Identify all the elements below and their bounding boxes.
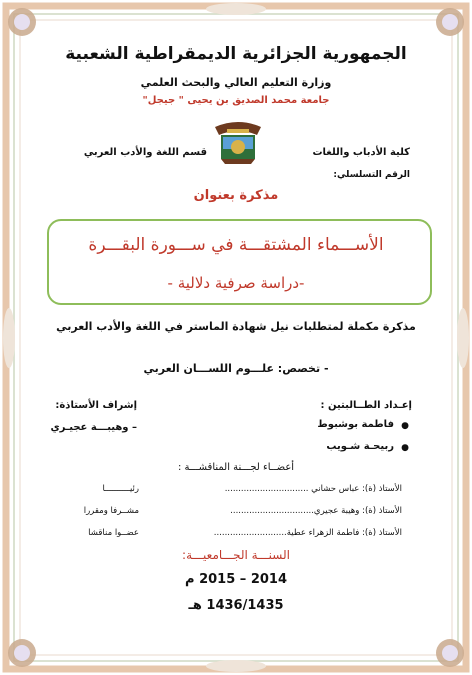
degree-note: مذكرة مكملة لمتطلبات نيل شهادة الماستر في اللغة والأدب العربي (56, 320, 416, 333)
committee-label: أعضــاء لجـــنة المناقشـــة : (177, 462, 295, 473)
committee-member-role: رئيــــــــــا (102, 484, 139, 494)
thesis-title: الأســـماء المشتقـــة في ســـورة البقـــرة (88, 235, 384, 255)
committee-member-role: مشــرفا ومقررا (83, 506, 139, 516)
academic-year-label: السنـــة الجـــامعيـــة: (182, 548, 290, 562)
student-name: فاطمة بوشبوط (317, 419, 394, 430)
academic-year-hijri: 1436/1435 هـ (188, 598, 284, 613)
bullet-icon: ● (401, 443, 409, 453)
republic-name: الجمهورية الجزائرية الديمقراطية الشعبية (65, 44, 407, 64)
academic-year-gregorian: 2014 – 2015 م (185, 572, 287, 587)
committee-member-name: الأستاذ (ة): وهيبة عجيري............................... (230, 506, 402, 516)
students-label: إعـداد الطــالبتين : (320, 400, 412, 411)
committee-member-name: الأستاذ (ة): عباس حشاني ............................... (224, 484, 402, 494)
faculty-name: كلية الأدباب واللغات (312, 147, 410, 158)
committee-member-name: الأستاذ (ة): فاطمة الزهراء عطية........................... (213, 528, 402, 538)
department-name: قسم اللغة والأدب العربي (83, 147, 207, 158)
thesis-subtitle: -دراسة صرفية دلالية - (167, 274, 305, 292)
bullet-icon: ● (401, 421, 409, 431)
committee-member-role: عضــوا مناقشا (88, 528, 139, 538)
ministry-name: وزارة التعليم العالي والبحث العلمي (140, 76, 332, 89)
supervisor-label: إشراف الأستاذة: (55, 400, 137, 411)
title-box (47, 219, 432, 305)
student-name: ربيحـة شـويب (326, 441, 394, 452)
university-name: جامعة محمد الصديق بن يحيى " جيجل" (142, 95, 330, 106)
university-logo (213, 117, 263, 165)
memo-heading: مذكرة بعنوان (193, 188, 279, 203)
specialty: - تخصص: علـــوم اللســـان العربي (143, 362, 329, 375)
serial-number-label: الرقم التسلسلي: (333, 170, 410, 180)
supervisor-name: – وهيبـــة عجيـري (50, 422, 137, 433)
